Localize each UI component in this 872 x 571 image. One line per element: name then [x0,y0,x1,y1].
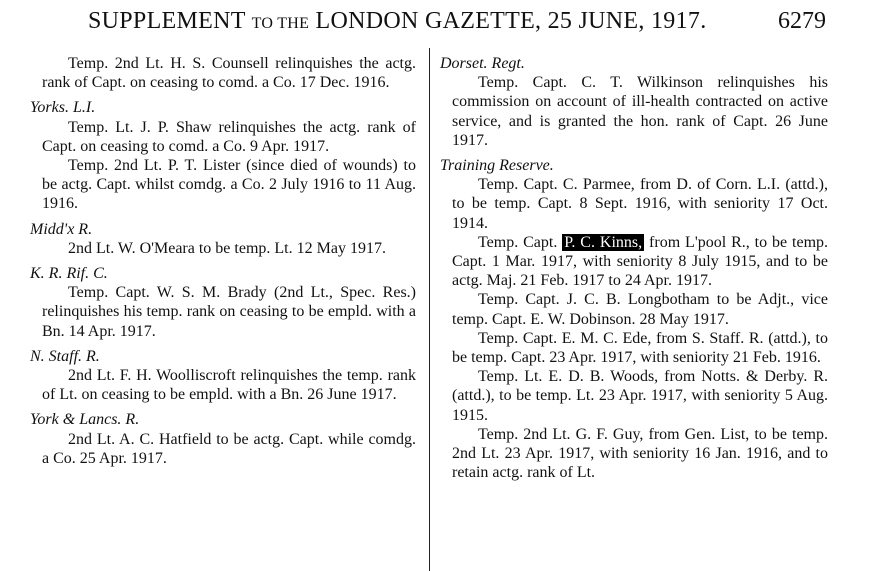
page-number: 6279 [778,8,826,34]
title-gazette: LONDON GAZETTE, 25 JUNE, 1917. [315,8,707,34]
entry-brady: Temp. Capt. W. S. M. Brady (2nd Lt., Spec. Res.) relinquishes his temp. rank on ceasing to be empld. with a Bn. 14 Apr. 1917. [42,284,416,340]
entry-guy: Temp. 2nd Lt. G. F. Guy, from Gen. List, to be temp. 2nd Lt. 23 Apr. 1917, with seniority 16 Jan. 1916, and to retain actg. rank of Lt. [452,425,828,482]
highlighted-name[interactable]: P. C. Kinns, [564,233,643,251]
entry-kinns-pre: Temp. Capt. [478,233,558,251]
entry-ede: Temp. Capt. E. M. C. Ede, from S. Staff. R. (attd.), to be temp. Capt. 23 Apr. 1917, with seniority 21 Feb. 1916. [452,329,828,367]
entry-shaw: Temp. Lt. J. P. Shaw relinquishes the actg. rank of Capt. on ceasing to comd. a Co. 9 Apr. 1917. [42,118,416,155]
entry-hatfield: 2nd Lt. A. C. Hatfield to be actg. Capt. while comdg. a Co. 25 Apr. 1917. [42,430,416,467]
gazette-title [88,8,707,35]
entry-lister: Temp. 2nd Lt. P. T. Lister (since died of wounds) to be actg. Capt. whilst comdg. a Co. 2 July 1916 to 11 Aug. 1916. [42,157,416,213]
entry-parmee: Temp. Capt. C. Parmee, from D. of Corn. L.I. (attd.), to be temp. Capt. 8 Sept. 1916, with seniority 17 Oct. 1914. [452,176,828,232]
regiment-heading-nstaff: N. Staff. R. [30,347,100,365]
entry-longbotham: Temp. Capt. J. C. B. Longbotham to be Adjt., vice temp. Capt. E. W. Dobinson. 28 May 1917. [452,291,828,328]
regiment-heading-training-reserve: Training Reserve. [440,157,554,175]
page-header [0,6,872,40]
regiment-heading-middx: Midd'x R. [30,220,93,238]
title-main: SUPPLEMENT [88,8,246,34]
title-small: TO THE [251,15,310,32]
regiment-heading-krrc: K. R. Rif. C. [30,265,108,283]
entry-kinns-post: from L'pool R., to be temp. Capt. 1 Mar. 1917, with seniority 8 July 1915, and to be actg. Maj. 21 Feb. 1917 to 24 Apr. 1917. [452,233,829,290]
entry-woods: Temp. Lt. E. D. B. Woods, from Notts. & Derby. R. (attd.), to be temp. Lt. 23 Apr. 1917, with seniority 5 Aug. 1915. [452,368,828,424]
regiment-heading-york-lancs: York & Lancs. R. [30,411,140,429]
regiment-heading-yorks: Yorks. L.I. [30,99,96,117]
left-column [30,54,416,468]
right-column [440,54,828,482]
entry-woolliscroft: 2nd Lt. F. H. Woolliscroft relinquishes the temp. rank of Lt. on ceasing to be empld. with a Bn. 26 June 1917. [42,367,416,404]
column-divider [429,48,430,571]
entry-kinns [440,233,828,291]
entry-counsell: Temp. 2nd Lt. H. S. Counsell relinquishes the actg. rank of Capt. on ceasing to comd. a Co. 17 Dec. 1916. [42,55,416,92]
regiment-heading-dorset: Dorset. Regt. [440,55,525,72]
entry-omeara: 2nd Lt. W. O'Meara to be temp. Lt. 12 May 1917. [68,239,386,257]
entry-wilkinson: Temp. Capt. C. T. Wilkinson relinquishes his commission on account of ill-health contracted on active service, and is granted the hon. rank of Capt. 26 June 1917. [452,74,828,149]
